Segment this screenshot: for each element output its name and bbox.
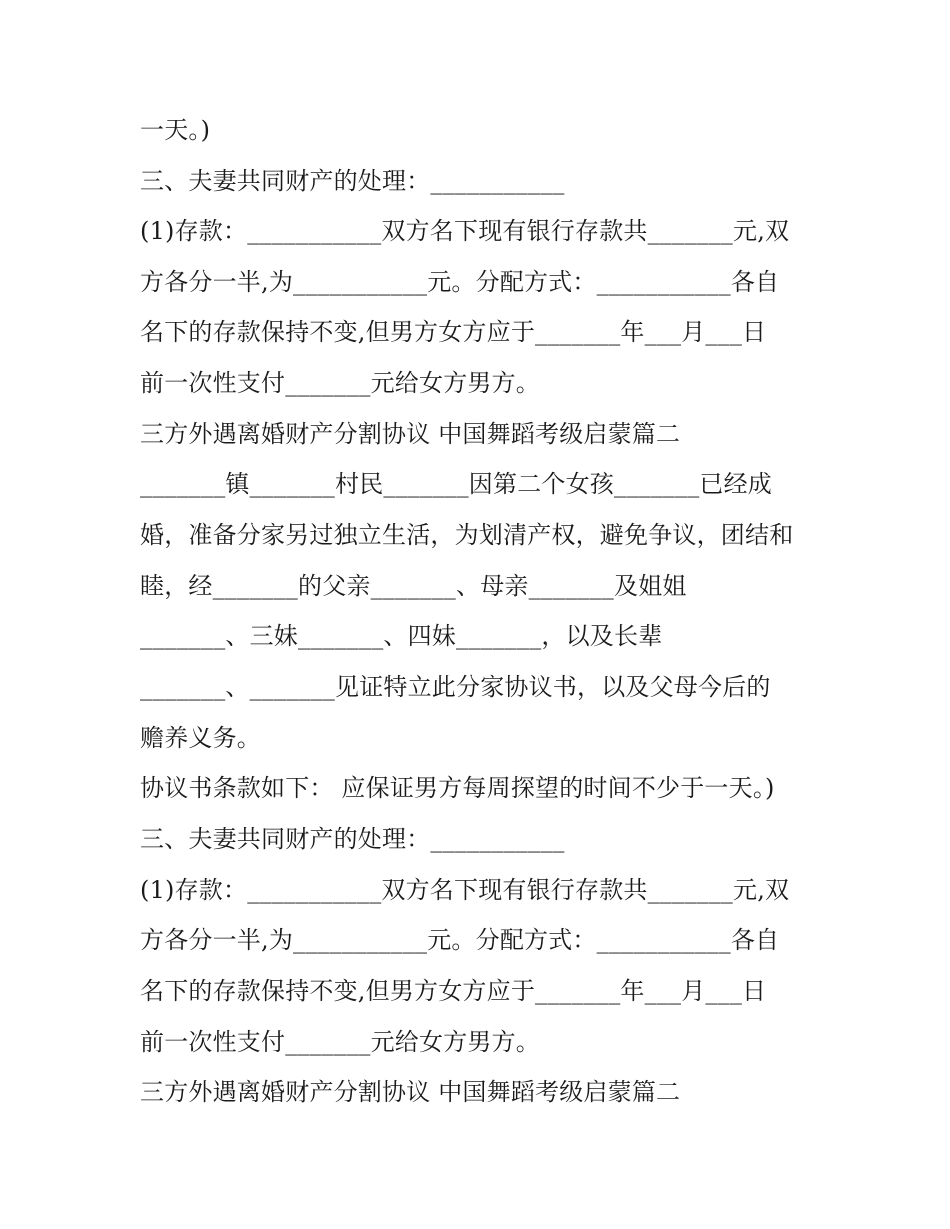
text-line-9: 婚，准备分家另过独立生活，为划清产权，避免争议，团结和 bbox=[140, 521, 794, 549]
text-line-6: 前一次性支付_______元给女方男方。 bbox=[140, 369, 540, 397]
text-line-17: 方各分一半,为___________元。分配方式：___________各自 bbox=[140, 926, 780, 954]
section-heading: 三方外遇离婚财产分割协议 中国舞蹈考级启蒙篇二 bbox=[140, 420, 681, 448]
text-line-15: 三、夫妻共同财产的处理：___________ bbox=[140, 825, 565, 853]
text-line-18: 名下的存款保持不变,但男方女方应于_______年___月___日 bbox=[140, 977, 767, 1005]
text-line-2: 三、夫妻共同财产的处理：___________ bbox=[140, 167, 565, 195]
text-line-13: 赡养义务。 bbox=[140, 724, 261, 752]
section-heading-2: 三方外遇离婚财产分割协议 中国舞蹈考级启蒙篇二 bbox=[140, 1078, 681, 1106]
text-line-11: _______、三妹_______、四妹_______，以及长辈 bbox=[140, 622, 663, 650]
text-line-12: _______、_______见证特立此分家协议书，以及父母今后的 bbox=[140, 673, 771, 701]
text-line-1: 一天。) bbox=[140, 116, 211, 144]
text-line-4: 方各分一半,为___________元。分配方式：___________各自 bbox=[140, 268, 780, 296]
text-line-16: (1)存款：___________双方名下现有银行存款共_______元,双 bbox=[140, 876, 790, 904]
text-line-14: 协议书条款如下： 应保证男方每周探望的时间不少于一天。) bbox=[140, 774, 775, 802]
text-line-5: 名下的存款保持不变,但男方女方应于_______年___月___日 bbox=[140, 318, 767, 346]
text-line-8: _______镇_______村民_______因第二个女孩_______已经成 bbox=[140, 470, 772, 498]
text-line-10: 睦，经_______的父亲_______、母亲_______及姐姐 bbox=[140, 572, 687, 600]
text-line-3: (1)存款：___________双方名下现有银行存款共_______元,双 bbox=[140, 217, 790, 245]
text-line-19: 前一次性支付_______元给女方男方。 bbox=[140, 1028, 540, 1056]
